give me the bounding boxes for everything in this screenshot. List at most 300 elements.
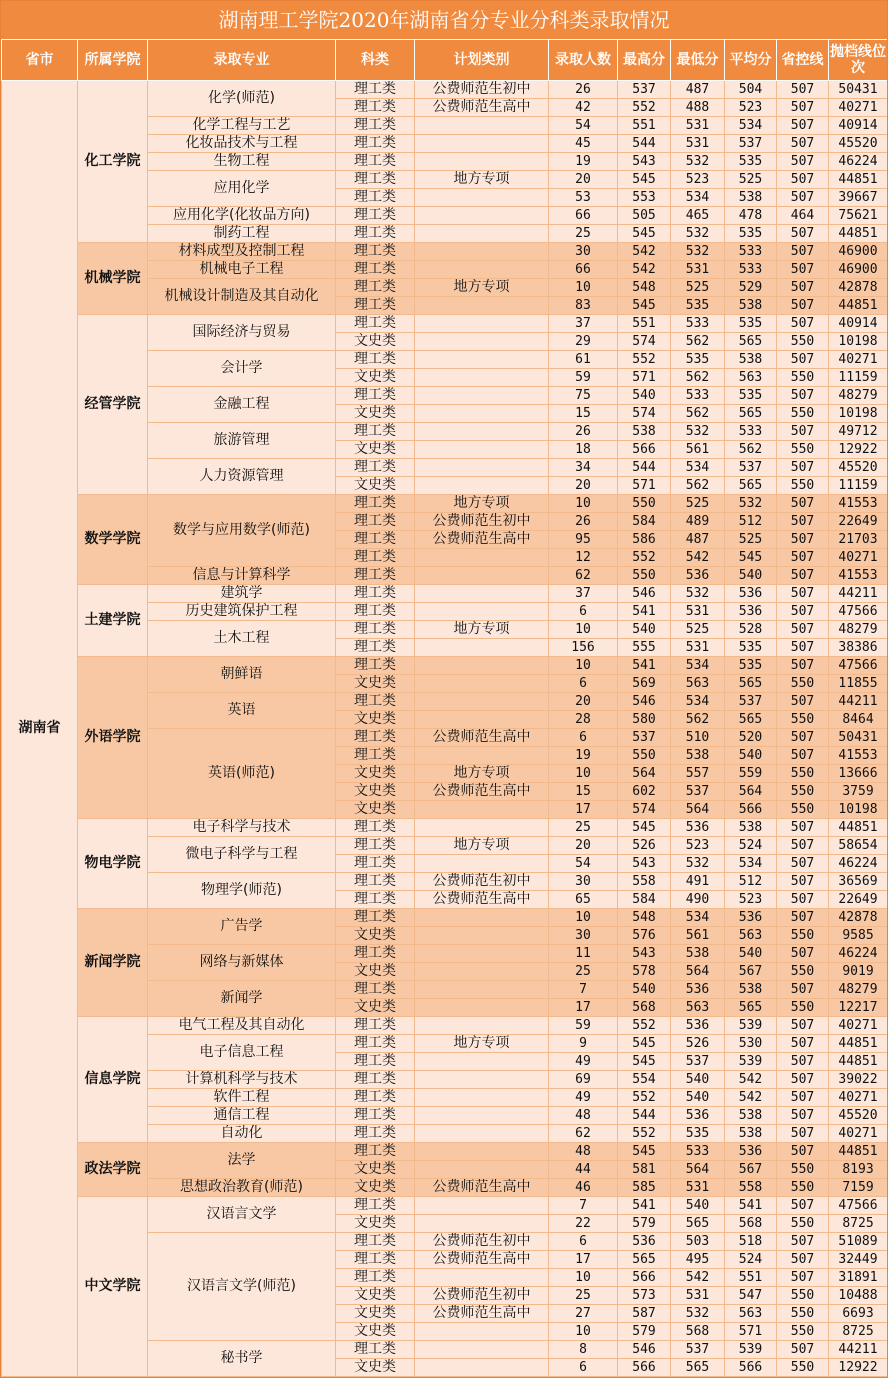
college-cell: 经管学院 (78, 315, 148, 495)
header-province: 省市 (2, 40, 78, 81)
control-line-cell: 507 (777, 1071, 829, 1089)
rank-cell: 40271 (829, 1125, 888, 1143)
control-line-cell: 507 (777, 603, 829, 621)
min-score-cell: 562 (671, 477, 725, 495)
table-row (2, 909, 888, 927)
category-cell: 理工类 (336, 1269, 415, 1287)
plan-type-cell (415, 387, 549, 405)
rank-cell: 6693 (829, 1305, 888, 1323)
control-line-cell: 507 (777, 99, 829, 117)
max-score-cell: 540 (618, 621, 671, 639)
college-cell: 物电学院 (78, 819, 148, 909)
rank-cell: 12217 (829, 999, 888, 1017)
plan-type-cell (415, 855, 549, 873)
min-score-cell: 536 (671, 819, 725, 837)
major-cell: 国际经济与贸易 (148, 315, 336, 351)
table-row (2, 819, 888, 837)
category-cell: 理工类 (336, 495, 415, 513)
avg-score-cell: 568 (725, 1215, 777, 1233)
college-cell: 数学学院 (78, 495, 148, 585)
category-cell: 理工类 (336, 657, 415, 675)
max-score-cell: 558 (618, 873, 671, 891)
rank-cell: 39667 (829, 189, 888, 207)
max-score-cell: 545 (618, 171, 671, 189)
min-score-cell: 538 (671, 945, 725, 963)
avg-score-cell: 547 (725, 1287, 777, 1305)
control-line-cell: 507 (777, 423, 829, 441)
avg-score-cell: 558 (725, 1179, 777, 1197)
category-cell: 文史类 (336, 927, 415, 945)
category-cell: 理工类 (336, 1089, 415, 1107)
plan-type-cell (415, 1143, 549, 1161)
plan-type-cell: 公费师范生高中 (415, 1305, 549, 1323)
table-row (2, 243, 888, 261)
control-line-cell: 507 (777, 1197, 829, 1215)
min-score-cell: 490 (671, 891, 725, 909)
page-title: 湖南理工学院2020年湖南省分专业分科类录取情况 (1, 1, 887, 39)
max-score-cell: 540 (618, 981, 671, 999)
plan-type-cell (415, 333, 549, 351)
plan-type-cell (415, 423, 549, 441)
table-row (2, 81, 888, 99)
admitted-count-cell: 29 (549, 333, 618, 351)
plan-type-cell (415, 675, 549, 693)
max-score-cell: 574 (618, 801, 671, 819)
min-score-cell: 568 (671, 1323, 725, 1341)
admitted-count-cell: 49 (549, 1089, 618, 1107)
header-rank: 抛档线位次 (829, 40, 888, 81)
plan-type-cell (415, 1269, 549, 1287)
admitted-count-cell: 7 (549, 981, 618, 999)
header-avg-score: 平均分 (725, 40, 777, 81)
major-cell: 微电子科学与工程 (148, 837, 336, 873)
min-score-cell: 562 (671, 369, 725, 387)
avg-score-cell: 537 (725, 135, 777, 153)
admitted-count-cell: 12 (549, 549, 618, 567)
min-score-cell: 565 (671, 1359, 725, 1377)
min-score-cell: 561 (671, 927, 725, 945)
college-cell: 机械学院 (78, 243, 148, 315)
major-cell: 信息与计算科学 (148, 567, 336, 585)
avg-score-cell: 535 (725, 225, 777, 243)
rank-cell: 39022 (829, 1071, 888, 1089)
plan-type-cell (415, 1053, 549, 1071)
min-score-cell: 534 (671, 909, 725, 927)
min-score-cell: 531 (671, 639, 725, 657)
avg-score-cell: 478 (725, 207, 777, 225)
min-score-cell: 531 (671, 603, 725, 621)
category-cell: 理工类 (336, 585, 415, 603)
avg-score-cell: 535 (725, 639, 777, 657)
control-line-cell: 507 (777, 981, 829, 999)
control-line-cell: 550 (777, 801, 829, 819)
category-cell: 理工类 (336, 1233, 415, 1251)
control-line-cell: 507 (777, 945, 829, 963)
category-cell: 理工类 (336, 207, 415, 225)
category-cell: 理工类 (336, 567, 415, 585)
avg-score-cell: 565 (725, 675, 777, 693)
rank-cell: 75621 (829, 207, 888, 225)
avg-score-cell: 528 (725, 621, 777, 639)
avg-score-cell: 567 (725, 1161, 777, 1179)
control-line-cell: 507 (777, 1251, 829, 1269)
rank-cell: 44851 (829, 819, 888, 837)
plan-type-cell (415, 693, 549, 711)
avg-score-cell: 534 (725, 117, 777, 135)
admitted-count-cell: 25 (549, 225, 618, 243)
avg-score-cell: 565 (725, 405, 777, 423)
plan-type-cell (415, 261, 549, 279)
major-cell: 化学工程与工艺 (148, 117, 336, 135)
max-score-cell: 550 (618, 495, 671, 513)
avg-score-cell: 524 (725, 837, 777, 855)
control-line-cell: 550 (777, 1359, 829, 1377)
avg-score-cell: 535 (725, 315, 777, 333)
admitted-count-cell: 66 (549, 261, 618, 279)
control-line-cell: 507 (777, 261, 829, 279)
control-line-cell: 507 (777, 1053, 829, 1071)
max-score-cell: 545 (618, 1053, 671, 1071)
plan-type-cell: 公费师范生初中 (415, 873, 549, 891)
avg-score-cell: 538 (725, 189, 777, 207)
max-score-cell: 540 (618, 387, 671, 405)
admitted-count-cell: 34 (549, 459, 618, 477)
control-line-cell: 507 (777, 81, 829, 99)
category-cell: 理工类 (336, 423, 415, 441)
category-cell: 理工类 (336, 171, 415, 189)
category-cell: 理工类 (336, 1251, 415, 1269)
max-score-cell: 584 (618, 891, 671, 909)
max-score-cell: 552 (618, 99, 671, 117)
major-cell: 化妆品技术与工程 (148, 135, 336, 153)
control-line-cell: 507 (777, 1125, 829, 1143)
rank-cell: 45520 (829, 1107, 888, 1125)
control-line-cell: 507 (777, 1017, 829, 1035)
min-score-cell: 540 (671, 1071, 725, 1089)
major-cell: 机械设计制造及其自动化 (148, 279, 336, 315)
admitted-count-cell: 6 (549, 1359, 618, 1377)
major-cell: 通信工程 (148, 1107, 336, 1125)
major-cell: 土木工程 (148, 621, 336, 657)
rank-cell: 42878 (829, 279, 888, 297)
max-score-cell: 550 (618, 747, 671, 765)
max-score-cell: 541 (618, 1197, 671, 1215)
max-score-cell: 576 (618, 927, 671, 945)
max-score-cell: 543 (618, 945, 671, 963)
category-cell: 文史类 (336, 1287, 415, 1305)
major-cell: 人力资源管理 (148, 459, 336, 495)
avg-score-cell: 563 (725, 1305, 777, 1323)
rank-cell: 40914 (829, 117, 888, 135)
control-line-cell: 550 (777, 675, 829, 693)
avg-score-cell: 538 (725, 351, 777, 369)
max-score-cell: 545 (618, 1035, 671, 1053)
major-cell: 电气工程及其自动化 (148, 1017, 336, 1035)
plan-type-cell (415, 153, 549, 171)
category-cell: 理工类 (336, 513, 415, 531)
plan-type-cell (415, 117, 549, 135)
control-line-cell: 507 (777, 909, 829, 927)
plan-type-cell (415, 639, 549, 657)
max-score-cell: 541 (618, 603, 671, 621)
min-score-cell: 557 (671, 765, 725, 783)
admitted-count-cell: 25 (549, 819, 618, 837)
avg-score-cell: 566 (725, 801, 777, 819)
admitted-count-cell: 95 (549, 531, 618, 549)
control-line-cell: 507 (777, 1341, 829, 1359)
max-score-cell: 536 (618, 1233, 671, 1251)
avg-score-cell: 562 (725, 441, 777, 459)
admitted-count-cell: 10 (549, 657, 618, 675)
admitted-count-cell: 44 (549, 1161, 618, 1179)
max-score-cell: 569 (618, 675, 671, 693)
major-cell: 朝鲜语 (148, 657, 336, 693)
max-score-cell: 584 (618, 513, 671, 531)
control-line-cell: 507 (777, 1035, 829, 1053)
avg-score-cell: 540 (725, 567, 777, 585)
plan-type-cell: 公费师范生高中 (415, 891, 549, 909)
plan-type-cell: 公费师范生高中 (415, 1179, 549, 1197)
avg-score-cell: 564 (725, 783, 777, 801)
admitted-count-cell: 20 (549, 837, 618, 855)
rank-cell: 40271 (829, 1089, 888, 1107)
category-cell: 文史类 (336, 1359, 415, 1377)
max-score-cell: 543 (618, 855, 671, 873)
control-line-cell: 507 (777, 351, 829, 369)
admitted-count-cell: 27 (549, 1305, 618, 1323)
min-score-cell: 536 (671, 1017, 725, 1035)
admitted-count-cell: 10 (549, 765, 618, 783)
max-score-cell: 551 (618, 315, 671, 333)
plan-type-cell (415, 405, 549, 423)
avg-score-cell: 535 (725, 153, 777, 171)
admitted-count-cell: 17 (549, 1251, 618, 1269)
admitted-count-cell: 45 (549, 135, 618, 153)
avg-score-cell: 523 (725, 99, 777, 117)
min-score-cell: 542 (671, 1269, 725, 1287)
avg-score-cell: 537 (725, 693, 777, 711)
category-cell: 理工类 (336, 981, 415, 999)
admitted-count-cell: 7 (549, 1197, 618, 1215)
control-line-cell: 507 (777, 189, 829, 207)
major-cell: 材料成型及控制工程 (148, 243, 336, 261)
category-cell: 文史类 (336, 675, 415, 693)
plan-type-cell (415, 603, 549, 621)
rank-cell: 41553 (829, 495, 888, 513)
rank-cell: 7159 (829, 1179, 888, 1197)
rank-cell: 48279 (829, 981, 888, 999)
min-score-cell: 562 (671, 333, 725, 351)
min-score-cell: 532 (671, 585, 725, 603)
rank-cell: 10488 (829, 1287, 888, 1305)
plan-type-cell (415, 135, 549, 153)
category-cell: 理工类 (336, 531, 415, 549)
control-line-cell: 507 (777, 459, 829, 477)
rank-cell: 44211 (829, 693, 888, 711)
control-line-cell: 550 (777, 441, 829, 459)
category-cell: 理工类 (336, 189, 415, 207)
control-line-cell: 550 (777, 1305, 829, 1323)
control-line-cell: 507 (777, 135, 829, 153)
admitted-count-cell: 69 (549, 1071, 618, 1089)
min-score-cell: 533 (671, 315, 725, 333)
plan-type-cell: 地方专项 (415, 495, 549, 513)
rank-cell: 45520 (829, 459, 888, 477)
control-line-cell: 550 (777, 711, 829, 729)
category-cell: 文史类 (336, 1323, 415, 1341)
min-score-cell: 537 (671, 783, 725, 801)
control-line-cell: 550 (777, 1287, 829, 1305)
avg-score-cell: 536 (725, 909, 777, 927)
category-cell: 文史类 (336, 333, 415, 351)
control-line-cell: 550 (777, 1161, 829, 1179)
rank-cell: 46900 (829, 261, 888, 279)
control-line-cell: 507 (777, 315, 829, 333)
major-cell: 汉语言文学 (148, 1197, 336, 1233)
category-cell: 理工类 (336, 459, 415, 477)
control-line-cell: 507 (777, 747, 829, 765)
major-cell: 数学与应用数学(师范) (148, 495, 336, 567)
plan-type-cell (415, 981, 549, 999)
plan-type-cell (415, 1089, 549, 1107)
category-cell: 理工类 (336, 117, 415, 135)
max-score-cell: 574 (618, 333, 671, 351)
min-score-cell: 564 (671, 801, 725, 819)
major-cell: 应用化学(化妆品方向) (148, 207, 336, 225)
control-line-cell: 550 (777, 369, 829, 387)
min-score-cell: 465 (671, 207, 725, 225)
avg-score-cell: 537 (725, 459, 777, 477)
avg-score-cell: 534 (725, 855, 777, 873)
major-cell: 机械电子工程 (148, 261, 336, 279)
avg-score-cell: 565 (725, 711, 777, 729)
min-score-cell: 532 (671, 153, 725, 171)
table-row (2, 1197, 888, 1215)
max-score-cell: 544 (618, 1107, 671, 1125)
category-cell: 文史类 (336, 1161, 415, 1179)
min-score-cell: 531 (671, 1179, 725, 1197)
category-cell: 理工类 (336, 639, 415, 657)
control-line-cell: 550 (777, 783, 829, 801)
plan-type-cell (415, 711, 549, 729)
plan-type-cell (415, 207, 549, 225)
rank-cell: 11855 (829, 675, 888, 693)
control-line-cell: 507 (777, 729, 829, 747)
rank-cell: 41553 (829, 567, 888, 585)
max-score-cell: 578 (618, 963, 671, 981)
admitted-count-cell: 6 (549, 675, 618, 693)
rank-cell: 11159 (829, 477, 888, 495)
min-score-cell: 525 (671, 495, 725, 513)
max-score-cell: 537 (618, 729, 671, 747)
min-score-cell: 525 (671, 621, 725, 639)
category-cell: 理工类 (336, 387, 415, 405)
admitted-count-cell: 9 (549, 1035, 618, 1053)
college-cell: 外语学院 (78, 657, 148, 819)
admitted-count-cell: 6 (549, 603, 618, 621)
plan-type-cell (415, 225, 549, 243)
avg-score-cell: 541 (725, 1197, 777, 1215)
admitted-count-cell: 48 (549, 1107, 618, 1125)
category-cell: 文史类 (336, 711, 415, 729)
plan-type-cell (415, 1071, 549, 1089)
plan-type-cell (415, 657, 549, 675)
plan-type-cell: 公费师范生初中 (415, 513, 549, 531)
rank-cell: 46900 (829, 243, 888, 261)
control-line-cell: 550 (777, 333, 829, 351)
table-body (2, 81, 888, 1377)
admitted-count-cell: 62 (549, 567, 618, 585)
plan-type-cell (415, 189, 549, 207)
rank-cell: 50431 (829, 81, 888, 99)
rank-cell: 48279 (829, 387, 888, 405)
category-cell: 理工类 (336, 873, 415, 891)
major-cell: 建筑学 (148, 585, 336, 603)
avg-score-cell: 520 (725, 729, 777, 747)
admitted-count-cell: 17 (549, 999, 618, 1017)
admitted-count-cell: 62 (549, 1125, 618, 1143)
category-cell: 文史类 (336, 801, 415, 819)
min-score-cell: 536 (671, 1107, 725, 1125)
avg-score-cell: 559 (725, 765, 777, 783)
category-cell: 理工类 (336, 1197, 415, 1215)
rank-cell: 10198 (829, 405, 888, 423)
control-line-cell: 507 (777, 387, 829, 405)
control-line-cell: 550 (777, 963, 829, 981)
avg-score-cell: 536 (725, 603, 777, 621)
min-score-cell: 564 (671, 963, 725, 981)
control-line-cell: 507 (777, 1107, 829, 1125)
admitted-count-cell: 42 (549, 99, 618, 117)
control-line-cell: 550 (777, 1215, 829, 1233)
category-cell: 理工类 (336, 1107, 415, 1125)
plan-type-cell (415, 1323, 549, 1341)
avg-score-cell: 563 (725, 369, 777, 387)
rank-cell: 9585 (829, 927, 888, 945)
plan-type-cell (415, 963, 549, 981)
category-cell: 理工类 (336, 225, 415, 243)
max-score-cell: 564 (618, 765, 671, 783)
category-cell: 理工类 (336, 549, 415, 567)
plan-type-cell: 地方专项 (415, 765, 549, 783)
max-score-cell: 546 (618, 585, 671, 603)
major-cell: 计算机科学与技术 (148, 1071, 336, 1089)
min-score-cell: 532 (671, 423, 725, 441)
min-score-cell: 542 (671, 549, 725, 567)
max-score-cell: 587 (618, 1305, 671, 1323)
max-score-cell: 544 (618, 135, 671, 153)
min-score-cell: 537 (671, 1053, 725, 1071)
control-line-cell: 464 (777, 207, 829, 225)
admitted-count-cell: 19 (549, 747, 618, 765)
admitted-count-cell: 65 (549, 891, 618, 909)
category-cell: 文史类 (336, 441, 415, 459)
table-row (2, 1017, 888, 1035)
max-score-cell: 546 (618, 1341, 671, 1359)
admitted-count-cell: 10 (549, 1269, 618, 1287)
major-cell: 化学(师范) (148, 81, 336, 117)
admitted-count-cell: 17 (549, 801, 618, 819)
rank-cell: 51089 (829, 1233, 888, 1251)
control-line-cell: 507 (777, 1143, 829, 1161)
control-line-cell: 550 (777, 999, 829, 1017)
avg-score-cell: 539 (725, 1017, 777, 1035)
min-score-cell: 534 (671, 693, 725, 711)
plan-type-cell: 公费师范生初中 (415, 1233, 549, 1251)
plan-type-cell: 地方专项 (415, 1035, 549, 1053)
control-line-cell: 507 (777, 693, 829, 711)
plan-type-cell (415, 369, 549, 387)
